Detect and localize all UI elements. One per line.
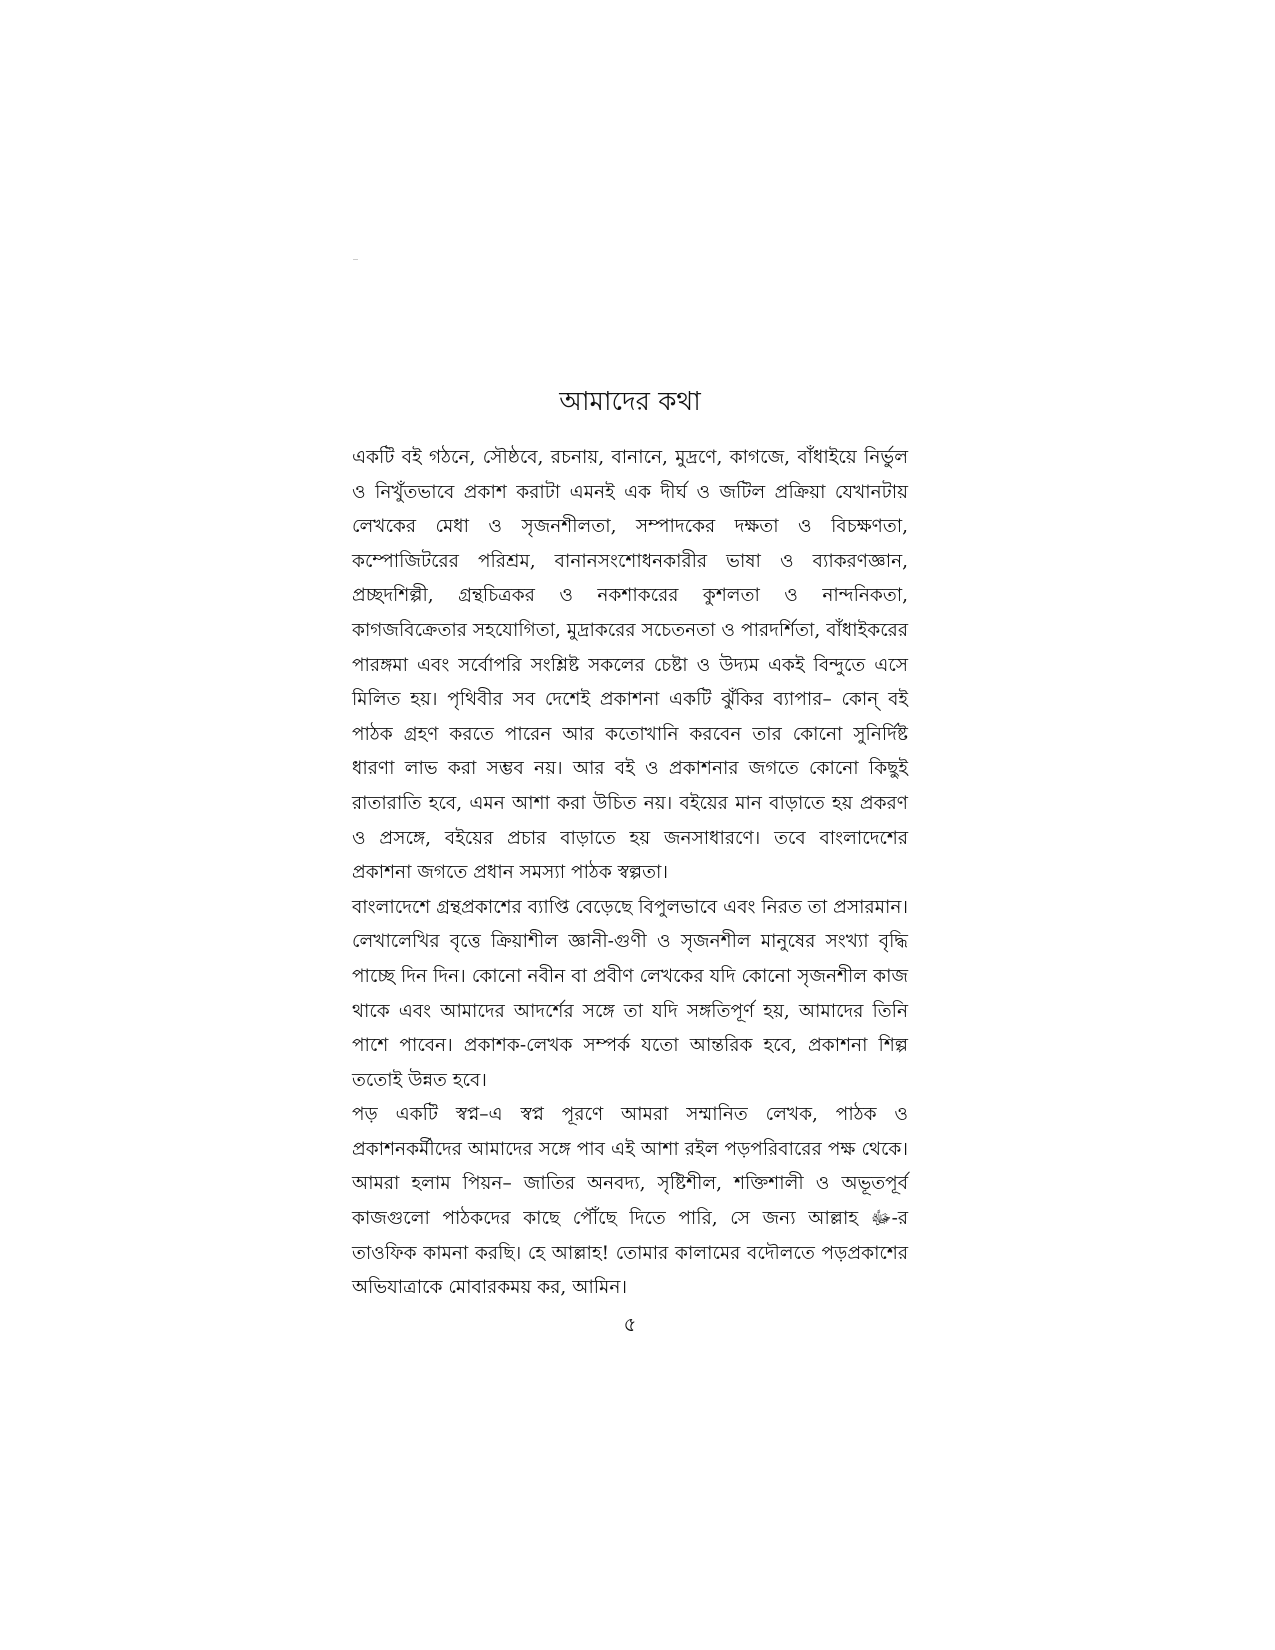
paragraph-3: পড় একটি স্বপ্ন–এ স্বপ্ন পূরণে আমরা সম্মানিত লেখক, পাঠক ও প্রকাশনকর্মীদের আমাদের সঙ্গে পাব এই আশা রইল পড়পরিবারের পক্ষ থেকে। আমরা হলাম পিয়ন– জাতির অনবদ্য, সৃষ্টিশীল, শক্তিশালী ও অভূতপূর্ব কাজগুলো পাঠকদের কাছে পৌঁছে দিতে পারি, সে জন্য আল্লাহ ﷻ-র তাওফিক কামনা করছি। হে আল্লাহ! তোমার কালামের বদৌলতে পড়প্রকাশের অভিযাত্রাকে মোবারকময় কর, আমিন। [352,1104,908,1299]
page-number: ৫ [623,1312,637,1336]
paragraph-2: বাংলাদেশে গ্রন্থপ্রকাশের ব্যাপ্তি বেড়েছে বিপুলভাবে এবং নিরত তা প্রসারমান। লেখালেখির বৃত্তে ক্রিয়াশীল জ্ঞানী-গুণী ও সৃজনশীল মানুষের সংখ্যা বৃদ্ধি পাচ্ছে দিন দিন। কোনো নবীন বা প্রবীণ লেখকের যদি কোনো সৃজনশীল কাজ থাকে এবং আমাদের আদর্শের সঙ্গে তা যদি সঙ্গতিপূর্ণ হয়, আমাদের তিনি পাশে পাবেন। প্রকাশক-লেখক সম্পর্ক যতো আন্তরিক হবে, প্রকাশনা শিল্প ততোই উন্নত হবে। [352,896,908,1091]
page-title: আমাদের কথা [559,387,701,417]
scan-speck [353,259,358,260]
body-text [352,441,908,1306]
paragraph-1: একটি বই গঠনে, সৌষ্ঠবে, রচনায়, বানানে, মুদ্রণে, কাগজে, বাঁধাইয়ে নির্ভুল ও নিখুঁতভাবে প্রকাশ করাটা এমনই এক দীর্ঘ ও জটিল প্রক্রিয়া যেখানটায় লেখকের মেধা ও সৃজনশীলতা, সম্পাদকের দক্ষতা ও বিচক্ষণতা, কম্পোজিটরের পরিশ্রম, বানানসংশোধনকারীর ভাষা ও ব্যাকরণজ্ঞান, প্রচ্ছদশিল্পী, গ্রন্থচিত্রকর ও নকশাকরের কুশলতা ও নান্দনিকতা, কাগজবিক্রেতার সহযোগিতা, মুদ্রাকরের সচেতনতা ও পারদর্শিতা, বাঁধাইকরের পারঙ্গমা এবং সর্বোপরি সংশ্লিষ্ট সকলের চেষ্টা ও উদ্যম একই বিন্দুতে এসে মিলিত হয়। পৃথিবীর সব দেশেই প্রকাশনা একটি ঝুঁকির ব্যাপার– কোন্ বই পাঠক গ্রহণ করতে পারেন আর কতোখানি করবেন তার কোনো সুনির্দিষ্ট ধারণা লাভ করা সম্ভব নয়। আর বই ও প্রকাশনার জগতে কোনো কিছুই রাতারাতি হবে, এমন আশা করা উচিত নয়। বইয়ের মান বাড়াতে হয় প্রকরণ ও প্রসঙ্গে, বইয়ের প্রচার বাড়াতে হয় জনসাধারণে। তবে বাংলাদেশের প্রকাশনা জগতে প্রধান সমস্যা পাঠক স্বল্পতা। [352,447,908,884]
